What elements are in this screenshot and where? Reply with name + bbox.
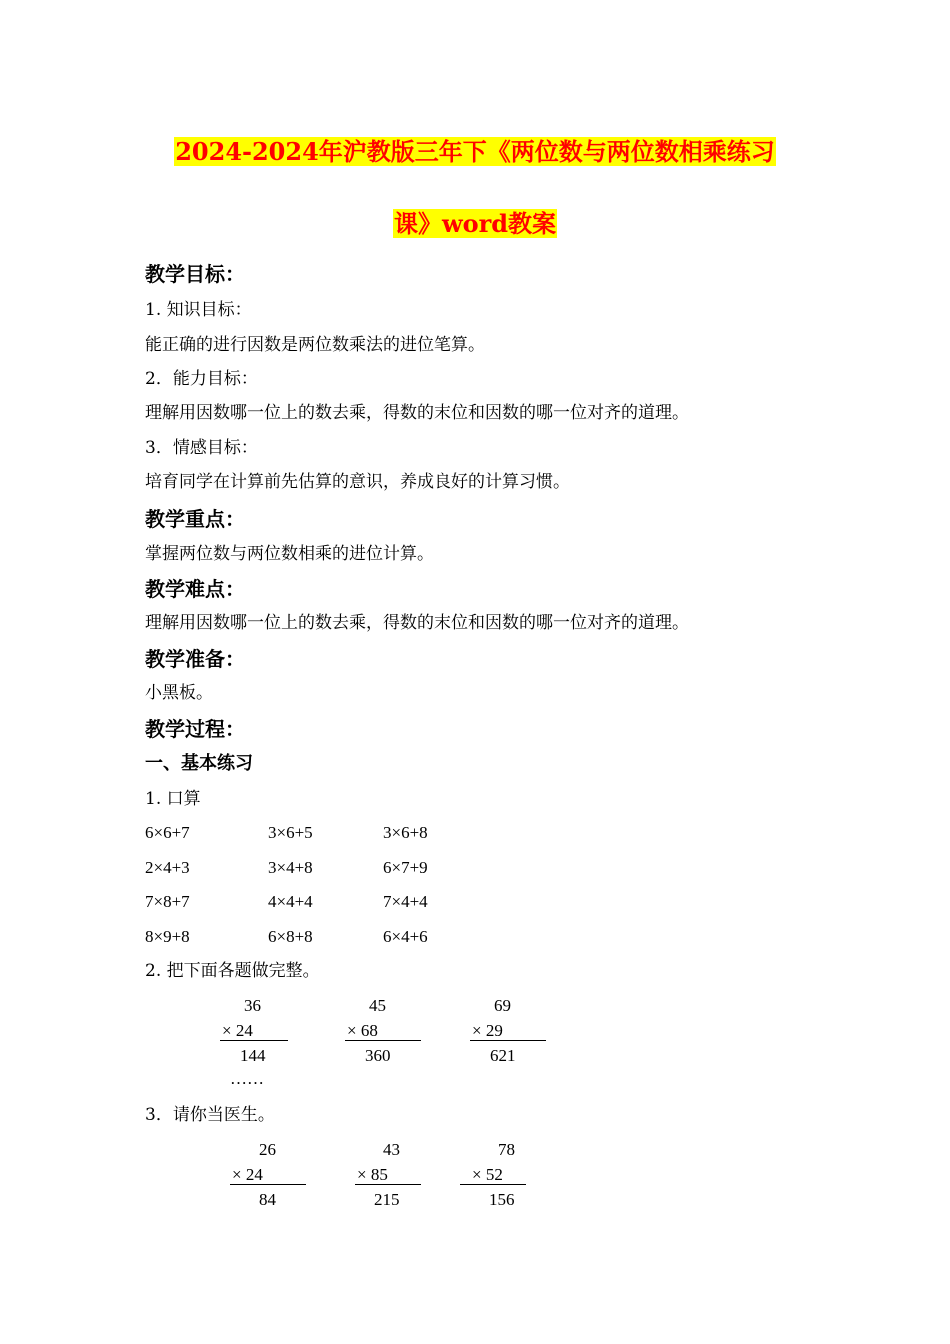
knowledge-goal-text: 能正确的进行因数是两位数乘法的进位笔算。: [145, 335, 485, 355]
oral-item: 6×6+7: [145, 823, 190, 842]
prep-heading: 教学准备：: [145, 647, 245, 671]
vertical-multiplier: × 29: [472, 1021, 503, 1040]
oral-item: 3×4+8: [268, 858, 313, 877]
vertical-partial-result: 360: [365, 1046, 391, 1065]
oral-item: 7×4+4: [383, 892, 428, 911]
oral-item: 3×6+8: [383, 823, 428, 842]
difficulty-heading: 教学难点：: [145, 577, 245, 601]
oral-calc-label: 1. 口算: [145, 789, 201, 809]
ability-goal-label: 2．能力目标：: [145, 369, 258, 389]
key-text: 掌握两位数与两位数相乘的进位计算。: [145, 544, 434, 564]
vertical-wrong-result: 215: [374, 1190, 400, 1209]
section-basic-practice: 一、基本练习: [145, 753, 253, 774]
vertical-top-number: 78: [498, 1140, 515, 1159]
title-text-1: 2024-2024年沪教版三年下《两位数与两位数相乘练习: [175, 137, 775, 166]
vertical-top-number: 36: [244, 996, 261, 1015]
emotion-goal-text: 培育同学在计算前先估算的意识，养成良好的计算习惯。: [145, 472, 570, 492]
knowledge-goal-label: 1. 知识目标：: [145, 300, 252, 320]
vertical-multiplier: × 52: [472, 1165, 503, 1184]
emotion-goal-label: 3．情感目标：: [145, 438, 258, 458]
vertical-multiplier: × 85: [357, 1165, 388, 1184]
oral-item: 4×4+4: [268, 892, 313, 911]
process-heading: 教学过程：: [145, 717, 245, 741]
oral-item: 2×4+3: [145, 858, 190, 877]
vertical-top-number: 43: [383, 1140, 400, 1159]
vertical-underline: [345, 1040, 421, 1041]
vertical-wrong-result: 84: [259, 1190, 276, 1209]
doc-title-line-2: [0, 209, 950, 239]
doc-title-line-1: [0, 137, 950, 167]
title-text-2: 课》word教案: [393, 209, 557, 238]
vertical-top-number: 69: [494, 996, 511, 1015]
vertical-underline: [355, 1184, 421, 1185]
oral-item: 6×8+8: [268, 927, 313, 946]
vertical-wrong-result: 156: [489, 1190, 515, 1209]
vertical-underline: [460, 1184, 526, 1185]
prep-text: 小黑板。: [145, 683, 213, 703]
vertical-partial-result: 144: [240, 1046, 266, 1065]
ellipsis: ……: [230, 1069, 264, 1088]
difficulty-text: 理解用因数哪一位上的数去乘，得数的末位和因数的哪一位对齐的道理。: [145, 613, 689, 633]
vertical-underline: [220, 1040, 288, 1041]
oral-item: 8×9+8: [145, 927, 190, 946]
vertical-underline: [230, 1184, 306, 1185]
vertical-underline: [470, 1040, 546, 1041]
vertical-multiplier: × 68: [347, 1021, 378, 1040]
vertical-top-number: 26: [259, 1140, 276, 1159]
ability-goal-text: 理解用因数哪一位上的数去乘，得数的末位和因数的哪一位对齐的道理。: [145, 403, 689, 423]
oral-item: 3×6+5: [268, 823, 313, 842]
oral-item: 7×8+7: [145, 892, 190, 911]
vertical-partial-result: 621: [490, 1046, 516, 1065]
key-heading: 教学重点：: [145, 507, 245, 531]
doctor-label: 3．请你当医生。: [145, 1105, 275, 1125]
oral-item: 6×7+9: [383, 858, 428, 877]
complete-label: 2. 把下面各题做完整。: [145, 961, 320, 981]
vertical-multiplier: × 24: [222, 1021, 253, 1040]
vertical-top-number: 45: [369, 996, 386, 1015]
vertical-multiplier: × 24: [232, 1165, 263, 1184]
oral-item: 6×4+6: [383, 927, 428, 946]
goals-heading: 教学目标：: [145, 262, 245, 286]
